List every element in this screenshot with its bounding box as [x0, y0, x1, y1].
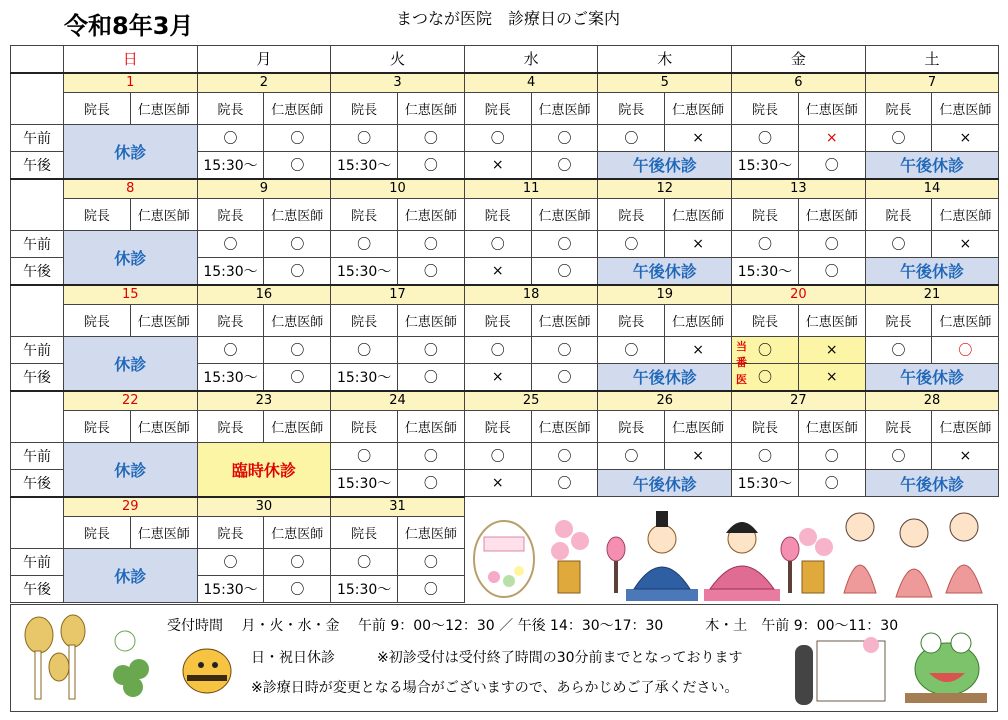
date-31: 31 [331, 497, 465, 517]
doc-head: 院長 [598, 93, 665, 125]
date-6: 6 [732, 73, 866, 93]
slot-time: 15:30～ [331, 364, 398, 391]
doc-jin: 仁恵医師 [932, 411, 999, 443]
week2-doctors [11, 199, 999, 231]
on-duty-char-1: 当 [736, 340, 748, 353]
open-mark: 〇 [865, 125, 932, 152]
date-12: 12 [598, 179, 732, 199]
doc-head: 院長 [865, 93, 932, 125]
doc-head: 院長 [331, 305, 398, 337]
footer-holiday-note: 日・祝日休診 [251, 650, 335, 666]
open-mark: 〇 [531, 152, 598, 179]
week1-dates [11, 73, 999, 93]
doc-jin: 仁恵医師 [264, 93, 331, 125]
open-mark: 〇 [598, 125, 665, 152]
afternoon-closed: 午後休診 [598, 364, 732, 391]
date-18: 18 [464, 285, 598, 305]
date-1: 1 [64, 73, 198, 93]
doc-head: 院長 [865, 305, 932, 337]
doc-head: 院長 [197, 199, 264, 231]
afternoon-closed: 午後休診 [865, 258, 999, 285]
doc-head: 院長 [598, 199, 665, 231]
open-mark: 〇 [732, 231, 799, 258]
date-8: 8 [64, 179, 198, 199]
open-mark: 〇 [865, 231, 932, 258]
page-subtitle: まつなが医院 診療日のご案内 [396, 9, 621, 28]
doc-head: 院長 [197, 517, 264, 549]
slot-time: 15:30～ [197, 152, 264, 179]
doc-head: 院長 [197, 305, 264, 337]
week4-label-cell [11, 391, 64, 443]
open-mark: 〇 [331, 443, 398, 470]
open-mark: 〇 [798, 231, 865, 258]
no-mark-red: × [798, 125, 865, 152]
week2-label-cell [11, 179, 64, 231]
doc-head: 院長 [64, 199, 131, 231]
afternoon-closed: 午後休診 [598, 152, 732, 179]
slot-time: 15:30～ [197, 576, 264, 603]
closed-cell: 休診 [64, 549, 198, 603]
open-mark: 〇 [398, 364, 465, 391]
open-mark: 〇 [531, 470, 598, 497]
open-mark: 〇 [264, 152, 331, 179]
open-mark: 〇 [398, 443, 465, 470]
date-27: 27 [732, 391, 866, 411]
open-mark: 〇 [464, 443, 531, 470]
date-20: 20 [732, 285, 866, 305]
period-am: 午前 [11, 337, 64, 364]
doc-jin: 仁恵医師 [932, 93, 999, 125]
doc-jin: 仁恵医師 [932, 199, 999, 231]
no-mark: × [464, 152, 531, 179]
no-mark: × [798, 364, 865, 391]
open-mark: 〇 [398, 337, 465, 364]
open-mark: 〇 [798, 258, 865, 285]
weekday-tuesday: 火 [331, 46, 465, 73]
open-mark: 〇 [798, 443, 865, 470]
week3-dates [11, 285, 999, 305]
date-30: 30 [197, 497, 331, 517]
weekday-friday: 金 [732, 46, 866, 73]
open-mark: 〇 [398, 576, 465, 603]
no-mark: × [464, 258, 531, 285]
week2-dates [11, 179, 999, 199]
no-mark: × [665, 231, 732, 258]
afternoon-closed: 午後休診 [865, 364, 999, 391]
doc-head: 院長 [64, 411, 131, 443]
doc-jin: 仁恵医師 [665, 199, 732, 231]
temp-closed-cell: 臨時休診 [197, 443, 331, 497]
slot-time: 15:30～ [197, 364, 264, 391]
open-mark: 〇 [732, 125, 799, 152]
open-mark: 〇 [865, 337, 932, 364]
date-9: 9 [197, 179, 331, 199]
week2-am [11, 231, 999, 258]
open-mark: 〇 [531, 364, 598, 391]
empress-doll-icon [704, 522, 780, 601]
open-mark: 〇 [264, 576, 331, 603]
on-duty-char-3: 医 [736, 373, 748, 386]
doc-head: 院長 [732, 411, 799, 443]
weekday-saturday: 土 [865, 46, 999, 73]
open-mark: 〇 [197, 125, 264, 152]
week1-label-cell [11, 73, 64, 125]
footer-first-visit-note: ※初診受付は受付終了時間の30分前までとなっております [377, 650, 743, 666]
slot-time: 15:30～ [197, 258, 264, 285]
slot-time: 15:30～ [732, 152, 799, 179]
date-10: 10 [331, 179, 465, 199]
period-pm: 午後 [11, 152, 64, 179]
doc-jin: 仁恵医師 [665, 305, 732, 337]
doc-head: 院長 [865, 411, 932, 443]
period-pm: 午後 [11, 258, 64, 285]
doc-jin: 仁恵医師 [398, 93, 465, 125]
doc-jin: 仁恵医師 [398, 411, 465, 443]
doc-head: 院長 [732, 93, 799, 125]
week3-doctors [11, 305, 999, 337]
peach-blossom-left-icon [551, 520, 589, 593]
slot-time: 15:30～ [331, 576, 398, 603]
open-mark: 〇 [798, 470, 865, 497]
open-mark: 〇 [531, 443, 598, 470]
open-mark: 〇 [398, 125, 465, 152]
doc-jin: 仁恵医師 [932, 305, 999, 337]
weekday-header-row [11, 46, 999, 73]
lantern-right-icon [781, 537, 799, 593]
open-mark: 〇 [398, 152, 465, 179]
closed-cell: 休診 [64, 337, 198, 391]
period-am: 午前 [11, 231, 64, 258]
on-duty-pm [732, 356, 799, 391]
open-mark: 〇 [598, 337, 665, 364]
week4-doctors [11, 411, 999, 443]
open-mark: 〇 [197, 549, 264, 576]
doc-jin: 仁恵医師 [398, 305, 465, 337]
slot-time: 15:30～ [331, 470, 398, 497]
open-mark: 〇 [757, 343, 772, 359]
doc-head: 院長 [331, 93, 398, 125]
date-21: 21 [865, 285, 999, 305]
doc-head: 院長 [331, 517, 398, 549]
open-mark: 〇 [264, 364, 331, 391]
afternoon-closed: 午後休診 [865, 470, 999, 497]
doc-jin: 仁恵医師 [798, 411, 865, 443]
afternoon-closed: 午後休診 [865, 152, 999, 179]
date-16: 16 [197, 285, 331, 305]
slot-time: 15:30～ [331, 152, 398, 179]
doc-head: 院長 [331, 411, 398, 443]
week4-dates [11, 391, 999, 411]
date-19: 19 [598, 285, 732, 305]
open-mark: 〇 [531, 231, 598, 258]
no-mark: × [665, 337, 732, 364]
closed-cell: 休診 [64, 231, 198, 285]
date-15: 15 [64, 285, 198, 305]
open-mark: 〇 [264, 258, 331, 285]
open-mark: 〇 [264, 337, 331, 364]
doc-head: 院長 [64, 517, 131, 549]
date-3: 3 [331, 73, 465, 93]
doc-jin: 仁恵医師 [798, 199, 865, 231]
open-mark: 〇 [732, 443, 799, 470]
no-mark: × [932, 125, 999, 152]
week3-am [11, 337, 999, 364]
doc-jin: 仁恵医師 [130, 411, 197, 443]
no-mark: × [665, 443, 732, 470]
afternoon-closed: 午後休診 [598, 258, 732, 285]
date-29: 29 [64, 497, 198, 517]
doc-jin: 仁恵医師 [798, 93, 865, 125]
week1-am [11, 125, 999, 152]
no-mark: × [932, 443, 999, 470]
doc-jin: 仁恵医師 [398, 199, 465, 231]
date-28: 28 [865, 391, 999, 411]
week4-am [11, 443, 999, 470]
doc-head: 院長 [464, 93, 531, 125]
open-mark: 〇 [598, 231, 665, 258]
clover-icon [103, 619, 173, 705]
open-mark: 〇 [264, 231, 331, 258]
date-13: 13 [732, 179, 866, 199]
open-mark: 〇 [398, 258, 465, 285]
open-mark: 〇 [865, 443, 932, 470]
open-mark: 〇 [531, 337, 598, 364]
doc-jin: 仁恵医師 [398, 517, 465, 549]
doc-jin: 仁恵医師 [264, 517, 331, 549]
week1-doctors [11, 93, 999, 125]
date-25: 25 [464, 391, 598, 411]
open-mark: 〇 [197, 337, 264, 364]
no-mark: × [464, 364, 531, 391]
doc-head: 院長 [598, 411, 665, 443]
doc-head: 院長 [197, 411, 264, 443]
doc-head: 院長 [865, 199, 932, 231]
doc-jin: 仁恵医師 [264, 411, 331, 443]
date-23: 23 [197, 391, 331, 411]
open-mark: 〇 [757, 369, 772, 386]
date-17: 17 [331, 285, 465, 305]
doc-jin: 仁恵医師 [264, 305, 331, 337]
date-26: 26 [598, 391, 732, 411]
no-mark: × [932, 231, 999, 258]
weekday-thursday: 木 [598, 46, 732, 73]
open-mark: 〇 [398, 549, 465, 576]
closed-cell: 休診 [64, 443, 198, 497]
afternoon-closed: 午後休診 [598, 470, 732, 497]
open-mark: 〇 [464, 231, 531, 258]
weekday-monday: 月 [197, 46, 331, 73]
period-am: 午前 [11, 443, 64, 470]
open-mark-red: 〇 [932, 337, 999, 364]
week3-label-cell [11, 285, 64, 337]
open-mark: 〇 [264, 125, 331, 152]
date-24: 24 [331, 391, 465, 411]
doc-jin: 仁恵医師 [531, 411, 598, 443]
corner-cell [11, 46, 64, 73]
doc-jin: 仁恵医師 [665, 411, 732, 443]
period-pm: 午後 [11, 470, 64, 497]
date-14: 14 [865, 179, 999, 199]
open-mark: 〇 [331, 125, 398, 152]
open-mark: 〇 [531, 125, 598, 152]
date-11: 11 [464, 179, 598, 199]
period-am: 午前 [11, 549, 64, 576]
footer-info [10, 604, 998, 712]
doc-jin: 仁恵医師 [130, 93, 197, 125]
doc-jin: 仁恵医師 [798, 305, 865, 337]
peach-blossom-right-icon [799, 528, 833, 593]
doc-head: 院長 [732, 305, 799, 337]
court-ladies-icon [844, 513, 982, 597]
period-am: 午前 [11, 125, 64, 152]
week5-label-cell [11, 497, 64, 549]
doc-head: 院長 [464, 305, 531, 337]
footer-reception-hours: 受付時間 月・火・水・金 午前 9：00～12：30 ／ 午後 14：30～17：30 木・土 午前 9：00～11：30 [167, 618, 899, 634]
date-4: 4 [464, 73, 598, 93]
period-pm: 午後 [11, 576, 64, 603]
open-mark: 〇 [464, 125, 531, 152]
footer-change-note: ※診療日時が変更となる場合がございますので、あらかじめご了承ください。 [251, 680, 739, 696]
no-mark: × [665, 125, 732, 152]
open-mark: 〇 [464, 337, 531, 364]
on-duty-char-2: 番 [736, 356, 748, 369]
open-mark: 〇 [398, 470, 465, 497]
doc-head: 院長 [464, 411, 531, 443]
weekday-sunday: 日 [64, 46, 198, 73]
doc-head: 院長 [331, 199, 398, 231]
candy-bag-icon [474, 521, 534, 597]
period-pm: 午後 [11, 364, 64, 391]
open-mark: 〇 [331, 231, 398, 258]
open-mark: 〇 [398, 231, 465, 258]
no-mark: × [464, 470, 531, 497]
open-mark: 〇 [531, 258, 598, 285]
doc-jin: 仁恵医師 [531, 305, 598, 337]
open-mark: 〇 [331, 337, 398, 364]
doc-jin: 仁恵医師 [531, 93, 598, 125]
doc-jin: 仁恵医師 [264, 199, 331, 231]
doc-jin: 仁恵医師 [130, 305, 197, 337]
open-mark: 〇 [598, 443, 665, 470]
slot-time: 15:30～ [331, 258, 398, 285]
no-mark: × [798, 337, 865, 364]
doc-jin: 仁恵医師 [665, 93, 732, 125]
doc-head: 院長 [464, 199, 531, 231]
doc-head: 院長 [197, 93, 264, 125]
slot-time: 15:30～ [732, 258, 799, 285]
bee-icon [175, 635, 239, 699]
open-mark: 〇 [331, 549, 398, 576]
open-mark: 〇 [264, 549, 331, 576]
date-5: 5 [598, 73, 732, 93]
slot-time: 15:30～ [732, 470, 799, 497]
doc-head: 院長 [598, 305, 665, 337]
doc-head: 院長 [64, 305, 131, 337]
weekday-wednesday: 水 [464, 46, 598, 73]
open-mark: 〇 [798, 152, 865, 179]
doc-jin: 仁恵医師 [130, 517, 197, 549]
doc-head: 院長 [732, 199, 799, 231]
doc-jin: 仁恵医師 [130, 199, 197, 231]
open-mark: 〇 [197, 231, 264, 258]
doc-head: 院長 [64, 93, 131, 125]
hina-doll-illustration [464, 497, 998, 605]
frog-icon [899, 611, 991, 707]
date-7: 7 [865, 73, 999, 93]
diploma-icon [791, 635, 891, 709]
lantern-left-icon [607, 537, 625, 593]
mushroom-figures-icon [17, 609, 97, 707]
date-2: 2 [197, 73, 331, 93]
doc-jin: 仁恵医師 [531, 199, 598, 231]
date-22: 22 [64, 391, 198, 411]
page-title: 令和8年3月 [64, 12, 194, 40]
emperor-doll-icon [626, 511, 698, 601]
closed-cell: 休診 [64, 125, 198, 179]
